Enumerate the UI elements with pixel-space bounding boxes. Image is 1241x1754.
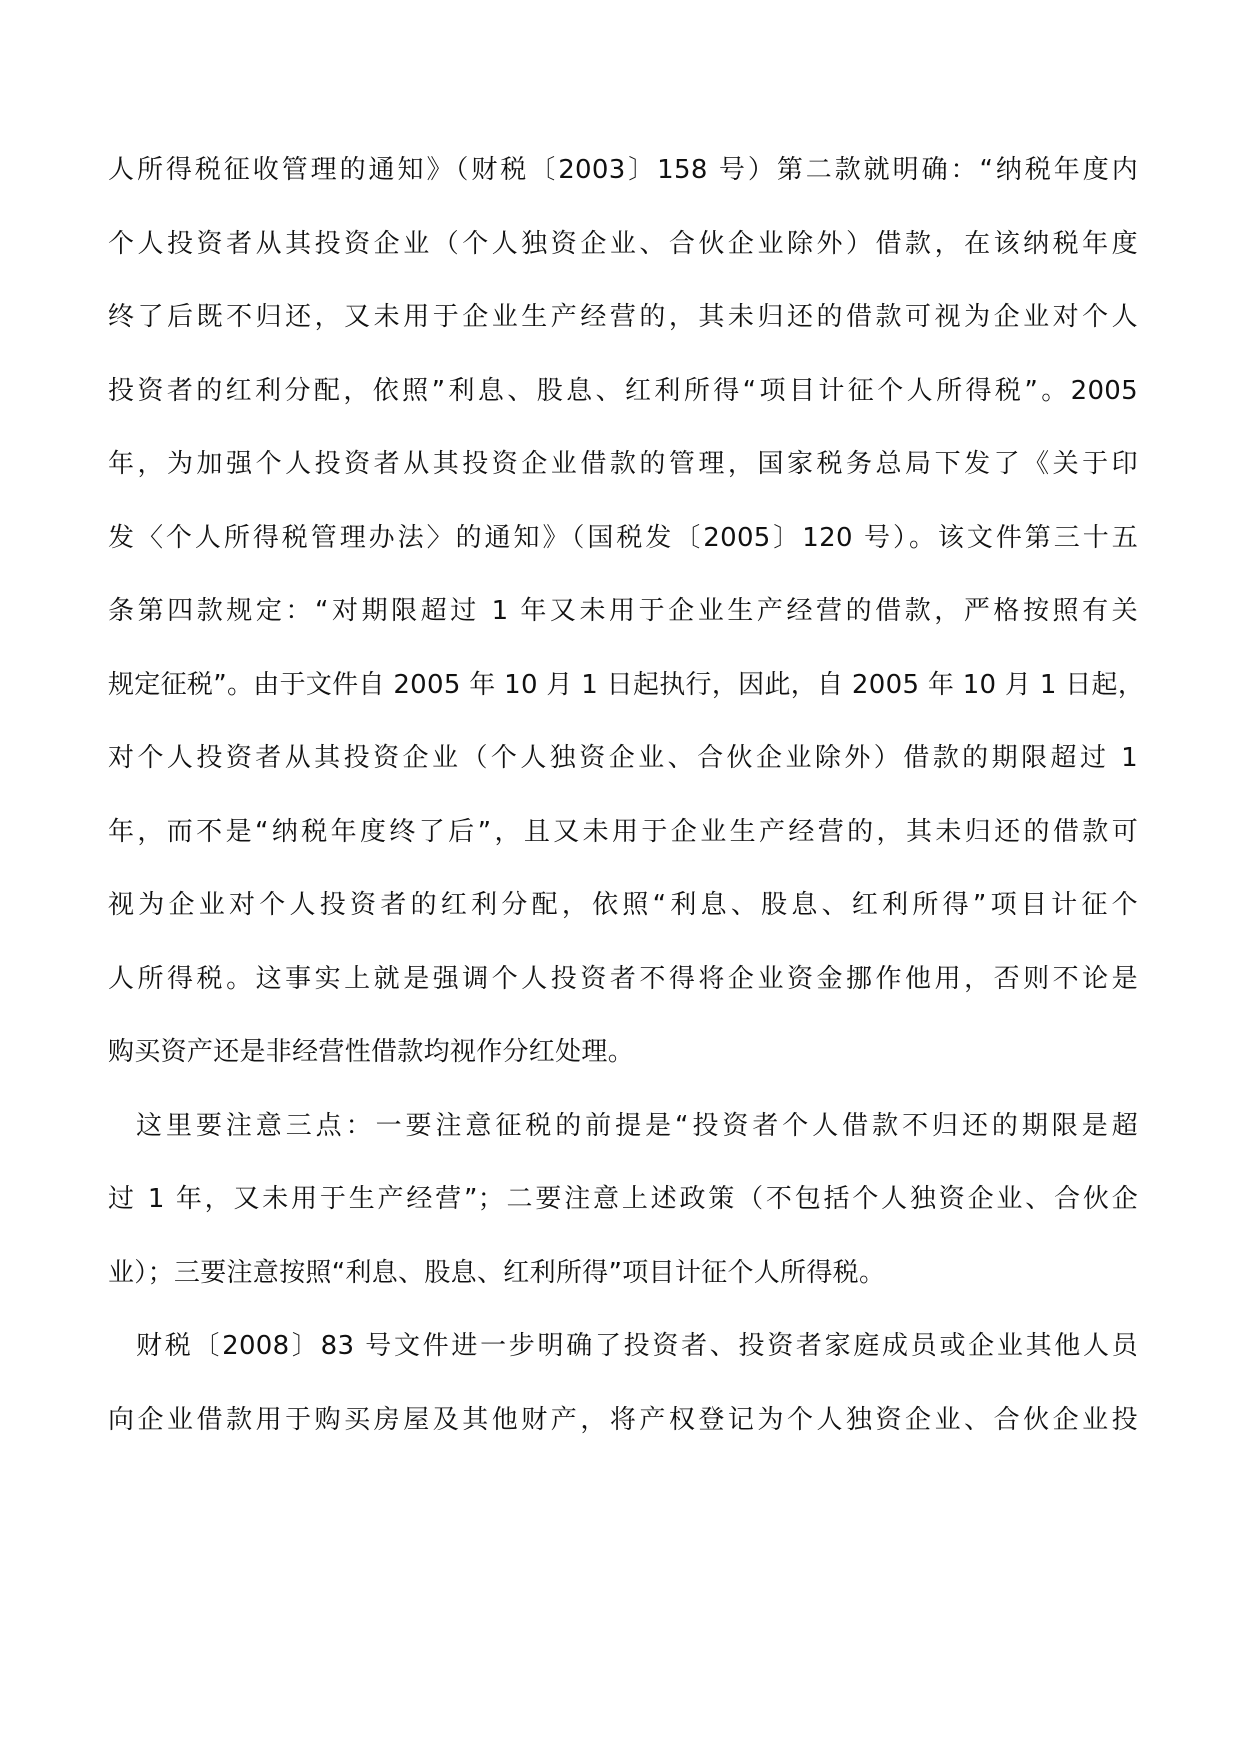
text-line: 个人投资者从其投资企业（个人独资企业、合伙企业除外）借款，在该纳税年度 xyxy=(108,229,1138,259)
text-line: 发〈个人所得税管理办法〉的通知》（国税发〔2005〕120 号）。该文件第三十五 xyxy=(108,523,1138,553)
text-line: 年，而不是“纳税年度终了后”，且又未用于企业生产经营的，其未归还的借款可 xyxy=(108,817,1138,847)
text-line: 业）；三要注意按照“利息、股息、红利所得”项目计征个人所得税。 xyxy=(108,1258,886,1288)
text-line: 人所得税征收管理的通知》（财税〔2003〕158 号）第二款就明确：“纳税年度内 xyxy=(108,155,1138,185)
text-line: 终了后既不归还，又未用于企业生产经营的，其未归还的借款可视为企业对个人 xyxy=(108,302,1138,332)
text-line: 条第四款规定：“对期限超过 1 年又未用于企业生产经营的借款，严格按照有关 xyxy=(108,596,1138,626)
text-line: 规定征税”。由于文件自 2005 年 10 月 1 日起执行，因此，自 2005 年 10 月 1 日起， xyxy=(108,670,1145,700)
text-line: 人所得税。这事实上就是强调个人投资者不得将企业资金挪作他用，否则不论是 xyxy=(108,964,1138,994)
text-line: 财税〔2008〕83 号文件进一步明确了投资者、投资者家庭成员或企业其他人员 xyxy=(136,1331,1138,1361)
text-line: 年，为加强个人投资者从其投资企业借款的管理，国家税务总局下发了《关于印 xyxy=(108,449,1138,479)
text-line: 向企业借款用于购买房屋及其他财产，将产权登记为个人独资企业、合伙企业投 xyxy=(108,1405,1138,1435)
text-line: 购买资产还是非经营性借款均视作分红处理。 xyxy=(108,1037,635,1067)
text-line: 对个人投资者从其投资企业（个人独资企业、合伙企业除外）借款的期限超过 1 xyxy=(108,743,1138,773)
text-line: 这里要注意三点：一要注意征税的前提是“投资者个人借款不归还的期限是超 xyxy=(136,1111,1138,1141)
text-line: 投资者的红利分配，依照”利息、股息、红利所得“项目计征个人所得税”。2005 xyxy=(108,376,1138,406)
text-line: 过 1 年，又未用于生产经营”；二要注意上述政策（不包括个人独资企业、合伙企 xyxy=(108,1184,1138,1214)
text-line: 视为企业对个人投资者的红利分配，依照“利息、股息、红利所得”项目计征个 xyxy=(108,890,1138,920)
